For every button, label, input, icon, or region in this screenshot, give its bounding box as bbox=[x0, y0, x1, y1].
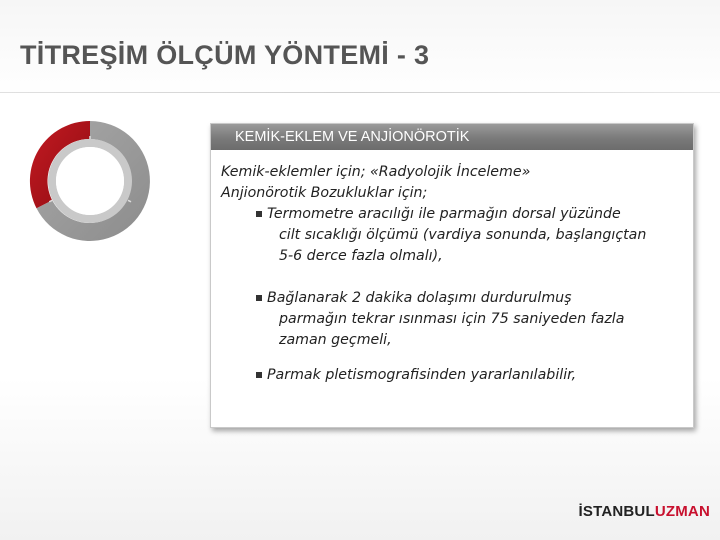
progress-ring-icon bbox=[27, 118, 153, 244]
bullet-item bbox=[221, 204, 689, 267]
bullet-text: Termometre aracılığı ile parmağın dorsal yüzünde bbox=[267, 206, 621, 222]
bullet-item bbox=[221, 365, 689, 386]
bullet-text: Parmak pletismografisinden yararlanılabilir, bbox=[267, 367, 577, 383]
logo-part-1: İSTANBUL bbox=[578, 503, 655, 520]
bullet-square-icon bbox=[256, 372, 262, 378]
bullet-square-icon bbox=[256, 211, 262, 217]
bullet-item bbox=[221, 288, 689, 351]
brand-logo bbox=[579, 503, 710, 520]
panel-body bbox=[221, 162, 689, 386]
content-panel bbox=[210, 123, 694, 428]
intro-line-1: Kemik-eklemler için; «Radyolojik İnceleme» bbox=[221, 164, 531, 180]
bullet-square-icon bbox=[256, 295, 262, 301]
intro-line-2: Anjionörotik Bozukluklar için; bbox=[221, 185, 428, 201]
bullet-text-cont: cilt sıcaklığı ölçümü (vardiya sonunda, başlangıçtan bbox=[279, 227, 647, 243]
slide-title: TİTREŞİM ÖLÇÜM YÖNTEMİ - 3 bbox=[20, 40, 430, 70]
logo-part-2: UZMAN bbox=[654, 503, 710, 520]
bullet-text-cont: 5-6 derce fazla olmalı), bbox=[279, 248, 443, 264]
bullet-text-cont: zaman geçmeli, bbox=[279, 332, 392, 348]
bullet-text: Bağlanarak 2 dakika dolaşımı durdurulmuş bbox=[267, 290, 572, 306]
bullet-text-cont: parmağın tekrar ısınması için 75 saniyeden fazla bbox=[279, 311, 625, 327]
panel-header: KEMİK-EKLEM VE ANJİONÖROTİK bbox=[211, 124, 693, 150]
title-divider bbox=[0, 92, 720, 93]
